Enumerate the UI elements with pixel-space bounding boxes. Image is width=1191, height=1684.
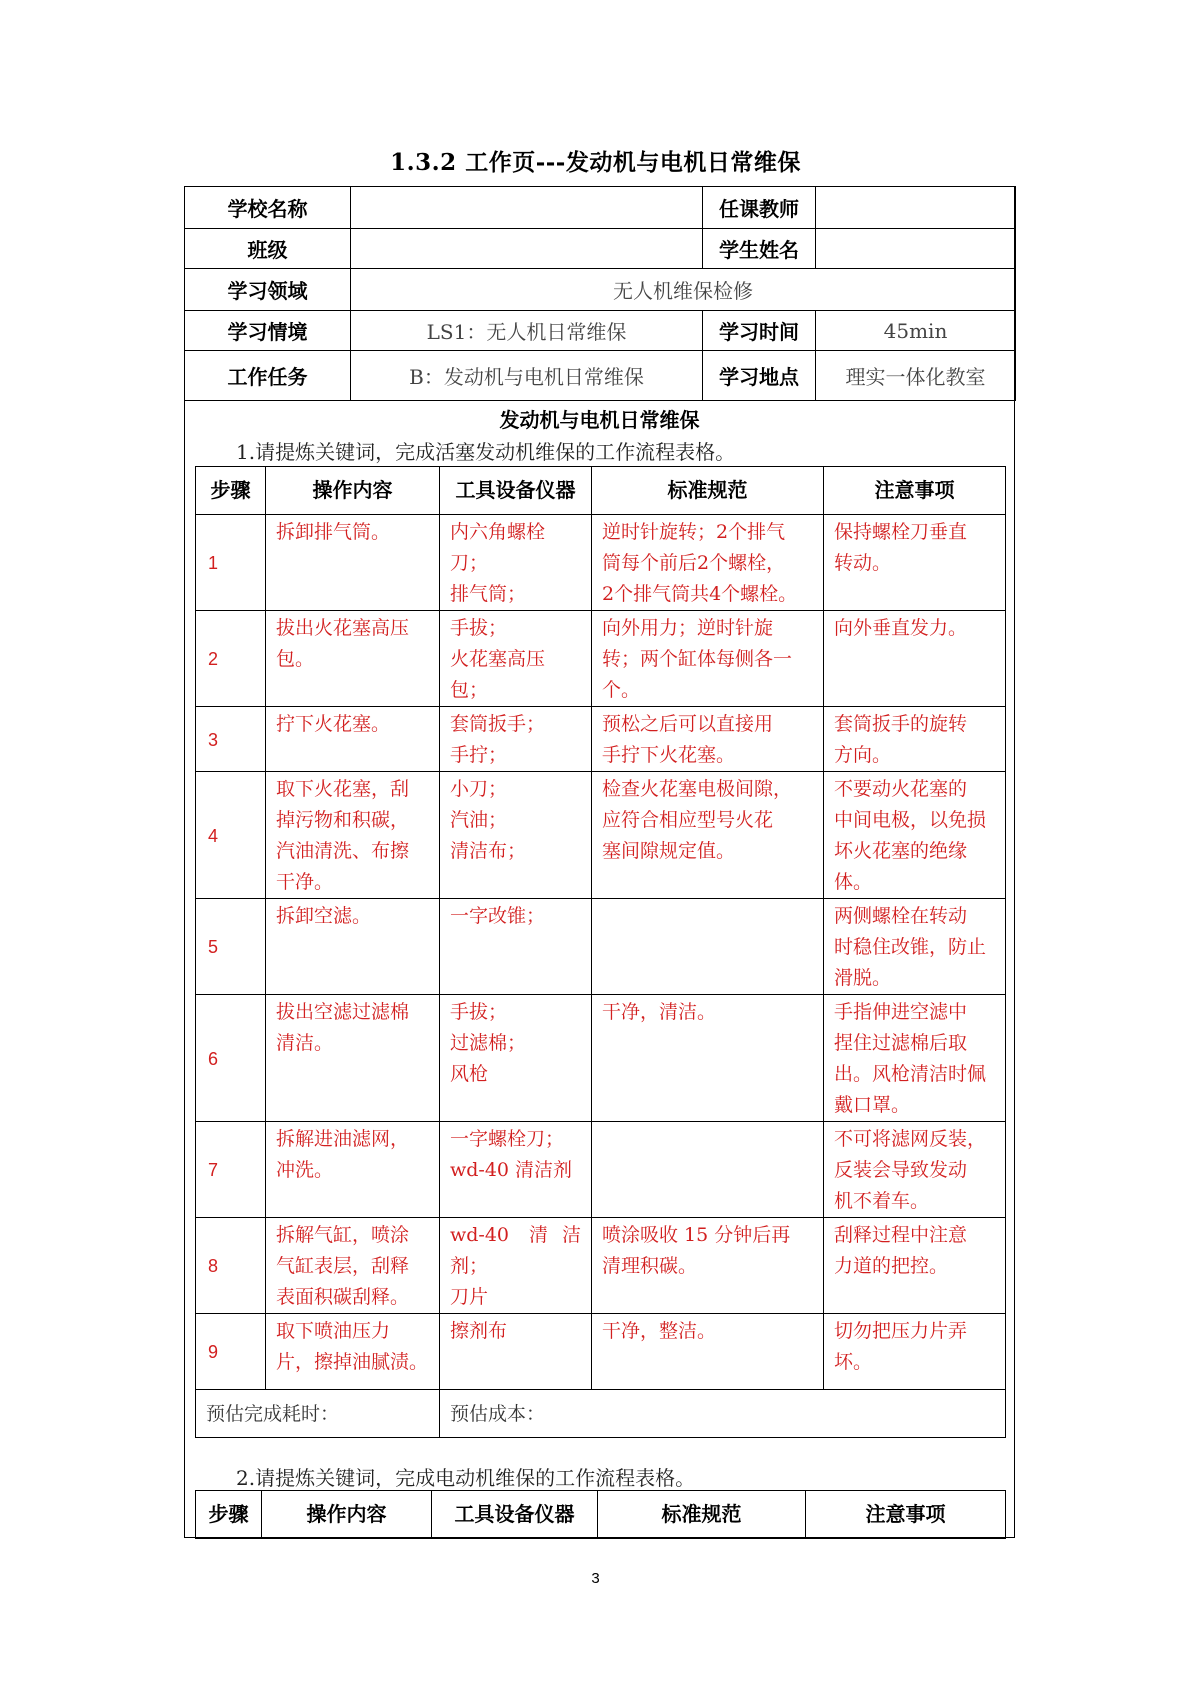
cell-line: 包。 <box>276 648 315 670</box>
cell-std <box>592 995 824 1122</box>
estimated-time-field[interactable]: 预估完成耗时： <box>196 1390 440 1438</box>
cell-line: 冲洗。 <box>276 1159 334 1181</box>
cell-op <box>266 707 440 772</box>
cell-line: 逆时针旋转；2个排气 <box>602 521 786 543</box>
cell-note <box>824 1218 1006 1314</box>
table-row <box>196 707 1006 772</box>
cell-tools <box>440 1218 592 1314</box>
step-number: 8 <box>196 1218 266 1314</box>
domain-label: 学习领域 <box>185 269 351 311</box>
cell-line: 向外用力；逆时针旋 <box>602 617 774 639</box>
step-number: 2 <box>196 611 266 707</box>
cell-line: 套筒扳手； <box>450 713 546 735</box>
cell-op <box>266 1218 440 1314</box>
cell-line: 包； <box>450 679 489 701</box>
cell-note <box>824 707 1006 772</box>
time-label: 学习时间 <box>703 311 816 351</box>
table-row <box>196 1218 1006 1314</box>
cell-line: 过滤棉； <box>450 1032 527 1054</box>
situation-value: LS1：无人机日常维保 <box>351 311 703 351</box>
cell-op <box>266 772 440 899</box>
cell-line: 检查火花塞电极间隙， <box>602 778 793 800</box>
cell-line: 片，擦掉油腻渍。 <box>276 1351 429 1373</box>
cell-tools <box>440 1122 592 1218</box>
cell-line: 取下喷油压力 <box>276 1320 391 1342</box>
cell-line: 火花塞高压 <box>450 648 546 670</box>
cell-line: 汽油清洗、布擦 <box>276 840 410 862</box>
cell-line: 套筒扳手的旋转 <box>834 713 968 735</box>
cell-line: 表面积碳刮释。 <box>276 1286 410 1308</box>
cell-line: 不可将滤网反装， <box>834 1128 987 1150</box>
cell-note <box>824 772 1006 899</box>
student-label: 学生姓名 <box>703 229 816 269</box>
cell-op <box>266 995 440 1122</box>
cell-line: 风枪 <box>450 1063 489 1085</box>
cell-line: 干净，清洁。 <box>602 1001 717 1023</box>
cell-line: 滑脱。 <box>834 967 892 989</box>
table-row <box>196 899 1006 995</box>
cell-tools <box>440 707 592 772</box>
cell-line: 向外垂直发力。 <box>834 617 968 639</box>
cell-line: 气缸表层，刮释 <box>276 1255 410 1277</box>
estimated-cost-field[interactable]: 预估成本： <box>440 1390 1006 1438</box>
col2-header-tools: 工具设备仪器 <box>432 1491 598 1539</box>
cell-line: 拧下火花塞。 <box>276 713 391 735</box>
cell-line: 拔出火花塞高压 <box>276 617 410 639</box>
engine-workflow-table <box>195 466 1006 1438</box>
col-header-standard: 标准规范 <box>592 467 824 515</box>
time-value: 45min <box>816 311 1016 351</box>
cell-line: 筒每个前后2个螺栓， <box>602 552 786 574</box>
cell-line: 擦剂布 <box>450 1320 508 1342</box>
cell-line: 清洁。 <box>276 1032 334 1054</box>
cell-line: 一字螺栓刀； <box>450 1128 565 1150</box>
table-row <box>196 1122 1006 1218</box>
col2-header-step: 步骤 <box>196 1491 262 1539</box>
cell-line: 刀； <box>450 552 489 574</box>
cell-op <box>266 1314 440 1390</box>
step-number: 5 <box>196 899 266 995</box>
cell-line: 保持螺栓刀垂直 <box>834 521 968 543</box>
place-value: 理实一体化教室 <box>816 351 1016 401</box>
cell-line: 时稳住改锥，防止 <box>834 936 987 958</box>
cell-line: 掉污物和积碳， <box>276 809 410 831</box>
school-label: 学校名称 <box>185 187 351 229</box>
cell-line: 捏住过滤棉后取 <box>834 1032 968 1054</box>
page-title: 1.3.2 工作页---发动机与电机日常维保 <box>390 149 801 176</box>
task-value: B：发动机与电机日常维保 <box>351 351 703 401</box>
page-number: 3 <box>591 1570 600 1587</box>
cell-line: 拆卸空滤。 <box>276 905 372 927</box>
class-field[interactable] <box>351 229 703 269</box>
col2-header-standard: 标准规范 <box>598 1491 806 1539</box>
cell-note <box>824 515 1006 611</box>
motor-workflow-table <box>195 1490 1006 1539</box>
question-1: 1.请提炼关键词，完成活塞发动机维保的工作流程表格。 <box>236 440 736 464</box>
teacher-field[interactable] <box>816 187 1016 229</box>
cell-note <box>824 995 1006 1122</box>
place-label: 学习地点 <box>703 351 816 401</box>
cell-line: 手拔； <box>450 617 508 639</box>
step-number: 7 <box>196 1122 266 1218</box>
cell-std <box>592 772 824 899</box>
cell-std <box>592 899 824 995</box>
table-row <box>196 1314 1006 1390</box>
cell-line: 干净。 <box>276 871 334 893</box>
cell-line: 刮释过程中注意 <box>834 1224 968 1246</box>
cell-line: 不要动火花塞的 <box>834 778 968 800</box>
cell-line: 刀片 <box>450 1286 489 1308</box>
info-table <box>184 186 1016 401</box>
cell-line: 2个排气筒共4个螺栓。 <box>602 583 798 605</box>
student-field[interactable] <box>816 229 1016 269</box>
cell-line: 拆解进油滤网， <box>276 1128 410 1150</box>
cell-line: 取下火花塞，刮 <box>276 778 410 800</box>
cell-line: 体。 <box>834 871 873 893</box>
cell-line: 力道的把控。 <box>834 1255 949 1277</box>
table-row <box>196 772 1006 899</box>
cell-line: 坏火花塞的绝缘 <box>834 840 968 862</box>
cell-line: 预松之后可以直接用 <box>602 713 774 735</box>
cell-tools <box>440 772 592 899</box>
cell-std <box>592 611 824 707</box>
cell-line: 清理积碳。 <box>602 1255 698 1277</box>
cell-line: 应符合相应型号火花 <box>602 809 774 831</box>
cell-line: 两侧螺栓在转动 <box>834 905 968 927</box>
cell-line: 清洁布； <box>450 840 527 862</box>
teacher-label: 任课教师 <box>703 187 816 229</box>
col-header-notes: 注意事项 <box>824 467 1006 515</box>
cell-note <box>824 611 1006 707</box>
col2-header-operation: 操作内容 <box>262 1491 432 1539</box>
cell-line: 手指伸进空滤中 <box>834 1001 968 1023</box>
cell-line: 喷涂吸收 15 分钟后再 <box>602 1224 791 1246</box>
cell-tools <box>440 515 592 611</box>
cell-line: 小刀； <box>450 778 508 800</box>
cell-line: 戴口罩。 <box>834 1094 911 1116</box>
cell-line: 转动。 <box>834 552 892 574</box>
table-row <box>196 515 1006 611</box>
col-header-operation: 操作内容 <box>266 467 440 515</box>
col-header-step: 步骤 <box>196 467 266 515</box>
section-title: 发动机与电机日常维保 <box>499 408 700 432</box>
cell-line: wd-40 清洁剂 <box>450 1159 573 1181</box>
step-number: 6 <box>196 995 266 1122</box>
cell-op <box>266 899 440 995</box>
cell-tools <box>440 899 592 995</box>
cell-line: 内六角螺栓 <box>450 521 546 543</box>
step-number: 1 <box>196 515 266 611</box>
cell-op <box>266 1122 440 1218</box>
cell-line: 转；两个缸体每侧各一 <box>602 648 793 670</box>
cell-std <box>592 1122 824 1218</box>
cell-tools <box>440 611 592 707</box>
class-label: 班级 <box>185 229 351 269</box>
col2-header-notes: 注意事项 <box>806 1491 1006 1539</box>
school-field[interactable] <box>351 187 703 229</box>
cell-line: 干净，整洁。 <box>602 1320 717 1342</box>
situation-label: 学习情境 <box>185 311 351 351</box>
cell-line: 手拧； <box>450 744 508 766</box>
cell-line: 坏。 <box>834 1351 873 1373</box>
cell-std <box>592 707 824 772</box>
cell-line: 一字改锥； <box>450 905 546 927</box>
cell-op <box>266 515 440 611</box>
cell-line: 反装会导致发动 <box>834 1159 968 1181</box>
cell-std <box>592 515 824 611</box>
cell-line: 拆卸排气筒。 <box>276 521 391 543</box>
domain-value: 无人机维保检修 <box>351 269 1016 311</box>
cell-line: wd-40 清洁剂； <box>450 1224 581 1277</box>
step-number: 3 <box>196 707 266 772</box>
cell-tools <box>440 995 592 1122</box>
cell-line: 汽油； <box>450 809 508 831</box>
cell-line: 方向。 <box>834 744 892 766</box>
cell-line: 机不着车。 <box>834 1190 930 1212</box>
cell-note <box>824 1314 1006 1390</box>
step-number: 4 <box>196 772 266 899</box>
cell-tools <box>440 1314 592 1390</box>
step-number: 9 <box>196 1314 266 1390</box>
cell-line: 出。风枪清洁时佩 <box>834 1063 987 1085</box>
table-row <box>196 611 1006 707</box>
cell-line: 个。 <box>602 679 641 701</box>
cell-line: 拆解气缸，喷涂 <box>276 1224 410 1246</box>
cell-line: 塞间隙规定值。 <box>602 840 736 862</box>
col-header-tools: 工具设备仪器 <box>440 467 592 515</box>
cell-line: 切勿把压力片弄 <box>834 1320 968 1342</box>
cell-line: 手拔； <box>450 1001 508 1023</box>
cell-op <box>266 611 440 707</box>
cell-line: 手拧下火花塞。 <box>602 744 736 766</box>
cell-std <box>592 1218 824 1314</box>
cell-line: 中间电极，以免损 <box>834 809 987 831</box>
cell-note <box>824 1122 1006 1218</box>
question-2: 2.请提炼关键词，完成电动机维保的工作流程表格。 <box>236 1466 696 1490</box>
table-row <box>196 995 1006 1122</box>
cell-line: 拔出空滤过滤棉 <box>276 1001 410 1023</box>
cell-note <box>824 899 1006 995</box>
cell-std <box>592 1314 824 1390</box>
cell-line: 排气筒； <box>450 583 527 605</box>
task-label: 工作任务 <box>185 351 351 401</box>
